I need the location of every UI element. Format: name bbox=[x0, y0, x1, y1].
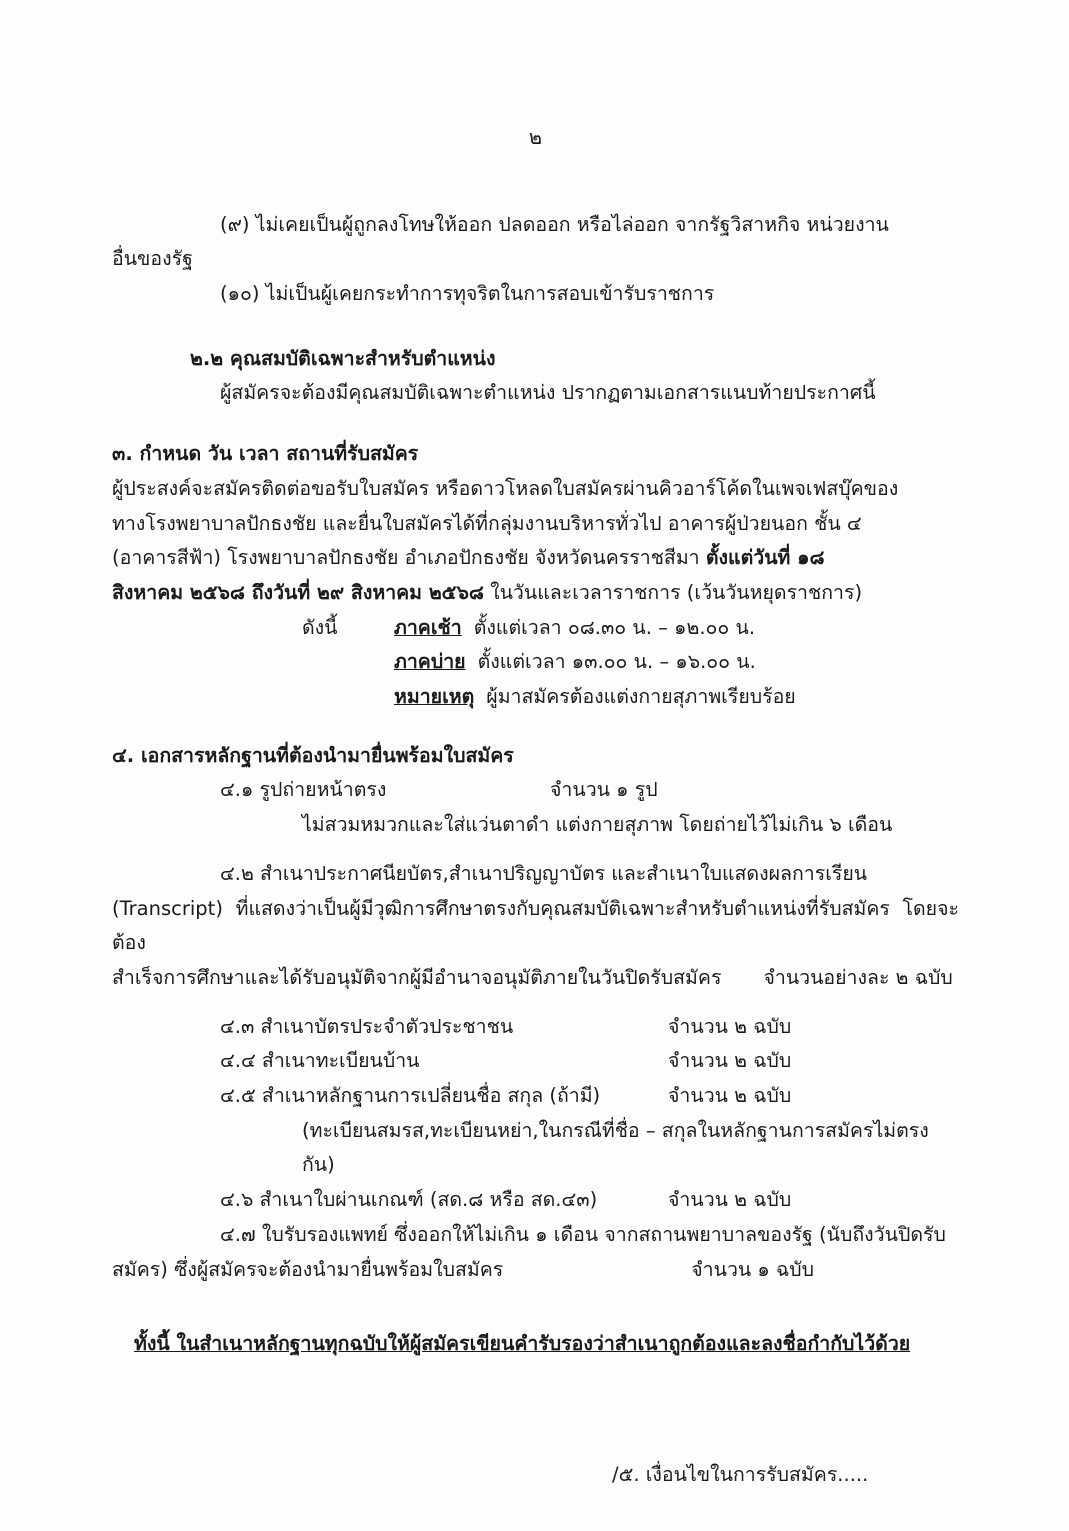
doc-row-4-3 bbox=[112, 1010, 959, 1045]
section-3-para-line-3 bbox=[112, 541, 959, 576]
section-2-2-body: ผู้สมัครจะต้องมีคุณสมบัติเฉพาะตำแหน่ง ปรากฏตามเอกสารแนบท้ายประกาศนี้ bbox=[220, 381, 876, 405]
note-label: หมายเหตุ bbox=[394, 685, 475, 709]
section-3-heading: ๓. กำหนด วัน เวลา สถานที่รับสมัคร bbox=[112, 442, 419, 466]
schedule-afternoon-row bbox=[112, 645, 959, 680]
section-3-para-line-4 bbox=[112, 576, 959, 611]
note-value: ผู้มาสมัครต้องแต่งกายสุภาพเรียบร้อย bbox=[486, 685, 796, 709]
dang-ni-label: ดังนี้ bbox=[302, 615, 338, 639]
doc-row-4-4 bbox=[112, 1044, 959, 1079]
page-number: ๒ bbox=[528, 125, 543, 149]
clause-9-line-1: (๙) ไม่เคยเป็นผู้ถูกลงโทษให้ออก ปลดออก หรือไล่ออก จากรัฐวิสาหกิจ หน่วยงาน bbox=[220, 212, 889, 236]
doc-row-4-5-subnote: (ทะเบียนสมรส,ทะเบียนหย่า,ในกรณีที่ชื่อ – สกุลในหลักฐานการสมัครไม่ตรงกัน) bbox=[302, 1118, 929, 1177]
doc-row-4-5-qty: จำนวน ๒ ฉบับ bbox=[668, 1084, 792, 1108]
clause-10: (๑๐) ไม่เป็นผู้เคยกระทำการทุจริตในการสอบเข้ารับราชการ bbox=[220, 282, 715, 305]
next-page-marker: /๕. เงื่อนไขในการรับสมัคร..... bbox=[612, 1462, 869, 1486]
doc-row-4-2-qty: จำนวนอย่างละ ๒ ฉบับ bbox=[763, 965, 953, 989]
morning-label: ภาคเช้า bbox=[394, 615, 462, 639]
section-3-para-line-2: ทางโรงพยาบาลปักธงชัย และยื่นใบสมัครได้ที่กลุ่มงานบริหารทั่วไป อาคารผู้ป่วยนอก ชั้น ๔ bbox=[112, 511, 862, 535]
doc-row-4-7-line-2 bbox=[112, 1253, 959, 1288]
doc-row-4-7-qty: จำนวน ๑ ฉบับ bbox=[691, 1257, 815, 1281]
doc-row-4-1-subnote: ไม่สวมหมวกและใส่แว่นตาดำ แต่งกายสุภาพ โดยถ่ายไว้ไม่เกิน ๖ เดือน bbox=[302, 813, 893, 837]
schedule-morning-row bbox=[112, 611, 959, 646]
schedule-note-row bbox=[112, 680, 959, 715]
doc-row-4-7-line-1: ๔.๗ ใบรับรองแพทย์ ซึ่งออกให้ไม่เกิน ๑ เดือน จากสถานพยาบาลของรัฐ (นับถึงวันปิดรับ bbox=[220, 1222, 946, 1246]
doc-row-4-1 bbox=[112, 773, 959, 808]
doc-row-4-6 bbox=[112, 1183, 959, 1218]
doc-row-4-4-qty: จำนวน ๒ ฉบับ bbox=[668, 1049, 792, 1073]
doc-row-4-6-qty: จำนวน ๒ ฉบับ bbox=[668, 1188, 792, 1212]
afternoon-label: ภาคบ่าย bbox=[394, 650, 466, 674]
doc-row-4-3-qty: จำนวน ๒ ฉบับ bbox=[668, 1014, 792, 1038]
doc-row-4-1-label: ๔.๑ รูปถ่ายหน้าตรง bbox=[220, 778, 387, 802]
section-2-2-heading: ๒.๒ คุณสมบัติเฉพาะสำหรับตำแหน่ง bbox=[190, 346, 496, 370]
doc-row-4-2-line-1: ๔.๒ สำเนาประกาศนียบัตร,สำเนาปริญญาบัตร และสำเนาใบแสดงผลการเรียน bbox=[220, 861, 868, 885]
doc-row-4-7-line-2-text: สมัคร) ซึ่งผู้สมัครจะต้องนำมายื่นพร้อมใบสมัคร bbox=[112, 1257, 504, 1281]
section-3-para-line-1: ผู้ประสงค์จะสมัครติดต่อขอรับใบสมัคร หรือดาวโหลดใบสมัครผ่านคิวอาร์โค้ดในเพจเฟสบุ๊คของ bbox=[112, 476, 899, 500]
doc-row-4-1-qty: จำนวน ๑ รูป bbox=[550, 778, 658, 802]
doc-row-4-6-label: ๔.๖ สำเนาใบผ่านเกณฑ์ (สด.๘ หรือ สด.๔๓) bbox=[220, 1188, 598, 1212]
doc-row-4-4-label: ๔.๔ สำเนาทะเบียนบ้าน bbox=[220, 1049, 420, 1073]
doc-row-4-3-label: ๔.๓ สำเนาบัตรประจำตัวประชาชน bbox=[220, 1014, 514, 1038]
spacer-2 bbox=[302, 680, 394, 715]
section-3-para-line-4-text: ในวันและเวลาราชการ (เว้นวันหยุดราชการ) bbox=[483, 580, 863, 604]
section-3-date-start: ตั้งแต่วันที่ ๑๘ bbox=[705, 546, 825, 570]
section-3-date-range: สิงหาคม ๒๕๖๘ ถึงวันที่ ๒๙ สิงหาคม ๒๕๖๘ bbox=[112, 580, 484, 604]
doc-row-4-5 bbox=[112, 1079, 959, 1114]
morning-value: ตั้งแต่เวลา ๐๘.๓๐ น. – ๑๒.๐๐ น. bbox=[473, 615, 756, 639]
doc-row-4-2-line-3-text: สำเร็จการศึกษาและได้รับอนุมัติจากผู้มีอำนาจอนุมัติภายในวันปิดรับสมัคร bbox=[112, 965, 722, 989]
afternoon-value: ตั้งแต่เวลา ๑๓.๐๐ น. – ๑๖.๐๐ น. bbox=[477, 650, 756, 674]
section-4-heading: ๔. เอกสารหลักฐานที่ต้องนำมายื่นพร้อมใบสมัคร bbox=[112, 743, 514, 767]
clause-9-line-2: อื่นของรัฐ bbox=[112, 247, 193, 271]
section-3-para-line-3-text: (อาคารสีฟ้า) โรงพยาบาลปักธงชัย อำเภอปักธงชัย จังหวัดนครราชสีมา bbox=[112, 546, 706, 570]
spacer-1 bbox=[302, 645, 394, 680]
doc-row-4-2-line-2: (Transcript) ที่แสดงว่าเป็นผู้มีวุฒิการศึกษาตรงกับคุณสมบัติเฉพาะสำหรับตำแหน่งที่รับสมัคร โดยจะต้อง bbox=[112, 896, 959, 955]
certification-note: ทั้งนี้ ในสำเนาหลักฐานทุกฉบับให้ผู้สมัครเขียนคำรับรองว่าสำเนาถูกต้องและลงชื่อกำกับไว้ด้วย bbox=[134, 1332, 911, 1356]
doc-row-4-5-label: ๔.๕ สำเนาหลักฐานการเปลี่ยนชื่อ สกุล (ถ้ามี) bbox=[220, 1084, 601, 1108]
doc-row-4-2-line-3 bbox=[112, 961, 959, 996]
